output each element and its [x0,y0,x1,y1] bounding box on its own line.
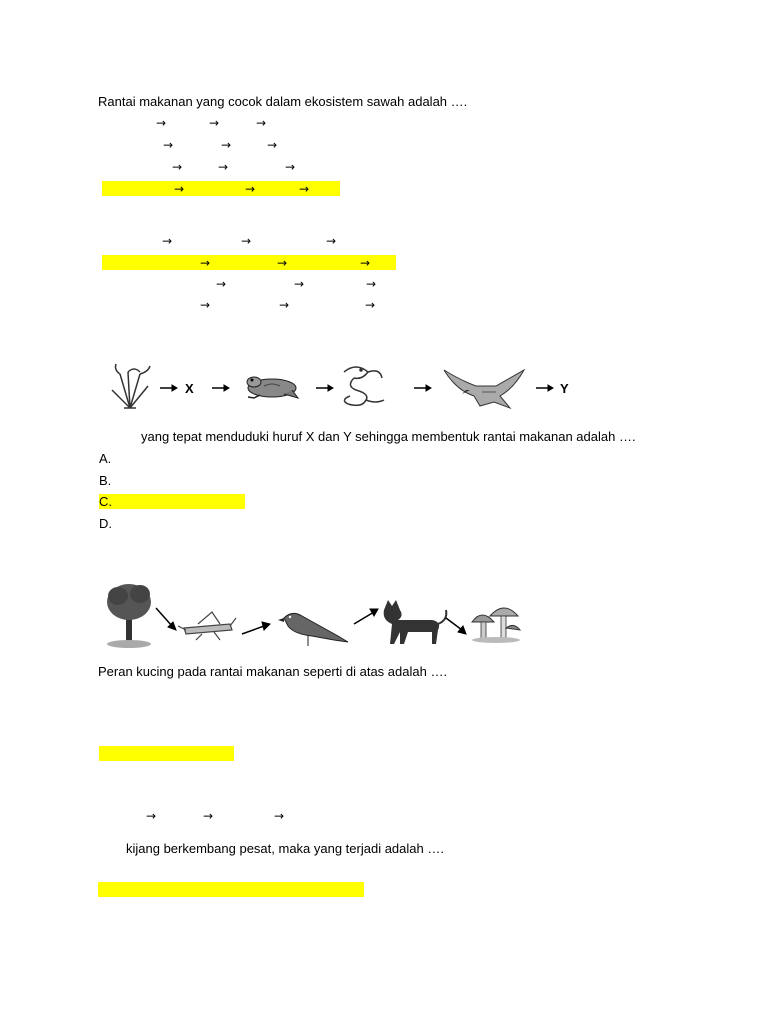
arrow-icon [212,385,229,391]
highlight-answer-q2 [102,255,396,270]
arrow-icon: → [326,234,337,248]
arrow-icon: → [218,160,229,174]
arrow-icon: → [294,277,305,291]
arrow-icon: → [245,182,256,196]
eagle-icon [444,370,524,408]
arrow-icon: → [146,809,157,823]
question-1-text: Rantai makanan yang cocok dalam ekosistem sawah adalah …. [98,94,468,109]
option-b: B. [99,473,112,488]
arrow-icon: → [274,809,285,823]
mushroom-icon [472,608,520,643]
rice-plant-icon [112,364,150,408]
arrow-icon [156,608,176,630]
grasshopper-icon [178,612,236,640]
arrow-icon: → [285,160,296,174]
arrow-icon: → [267,138,278,152]
arrow-icon: → [241,234,252,248]
arrow-icon: → [200,256,211,270]
arrow-icon [160,385,177,391]
snake-icon [344,367,384,405]
arrow-icon: → [200,298,211,312]
food-chain-diagram-2 [102,580,524,652]
arrow-icon: → [360,256,371,270]
arrow-icon: → [366,277,377,291]
highlight-answer-q5 [98,882,364,897]
question-5-text: kijang berkembang pesat, maka yang terjadi adalah …. [126,841,444,856]
arrow-icon: → [221,138,232,152]
arrow-icon: → [174,182,185,196]
arrow-icon: → [172,160,183,174]
arrow-icon: → [299,182,310,196]
arrow-icon: → [365,298,376,312]
arrow-icon [316,385,333,391]
cat-icon [384,600,447,644]
arrow-icon: → [209,116,220,130]
arrow-icon: → [156,116,167,130]
arrow-icon [354,609,378,624]
question-3-text: yang tepat menduduki huruf X dan Y sehingga membentuk rantai makanan adalah …. [141,429,636,444]
food-chain-diagram-1 [104,360,584,418]
arrow-icon: → [216,277,227,291]
arrow-icon [414,385,431,391]
option-c: C. [99,494,112,509]
tree-icon [107,584,151,648]
highlight-answer-q4 [99,746,234,761]
arrow-icon: → [162,234,173,248]
label-y: Y [560,381,569,396]
question-4-text: Peran kucing pada rantai makanan seperti di atas adalah …. [98,664,448,679]
option-d: D. [99,516,112,531]
option-a: A. [99,451,112,466]
bird-icon [278,613,348,646]
highlight-answer-c [99,494,245,509]
arrow-icon: → [256,116,267,130]
arrow-icon [446,618,466,634]
arrow-icon [536,385,553,391]
label-x: X [185,381,194,396]
frog-icon [247,377,298,398]
arrow-icon: → [279,298,290,312]
arrow-icon: → [203,809,214,823]
arrow-icon: → [163,138,174,152]
arrow-icon: → [277,256,288,270]
arrow-icon [242,622,270,634]
